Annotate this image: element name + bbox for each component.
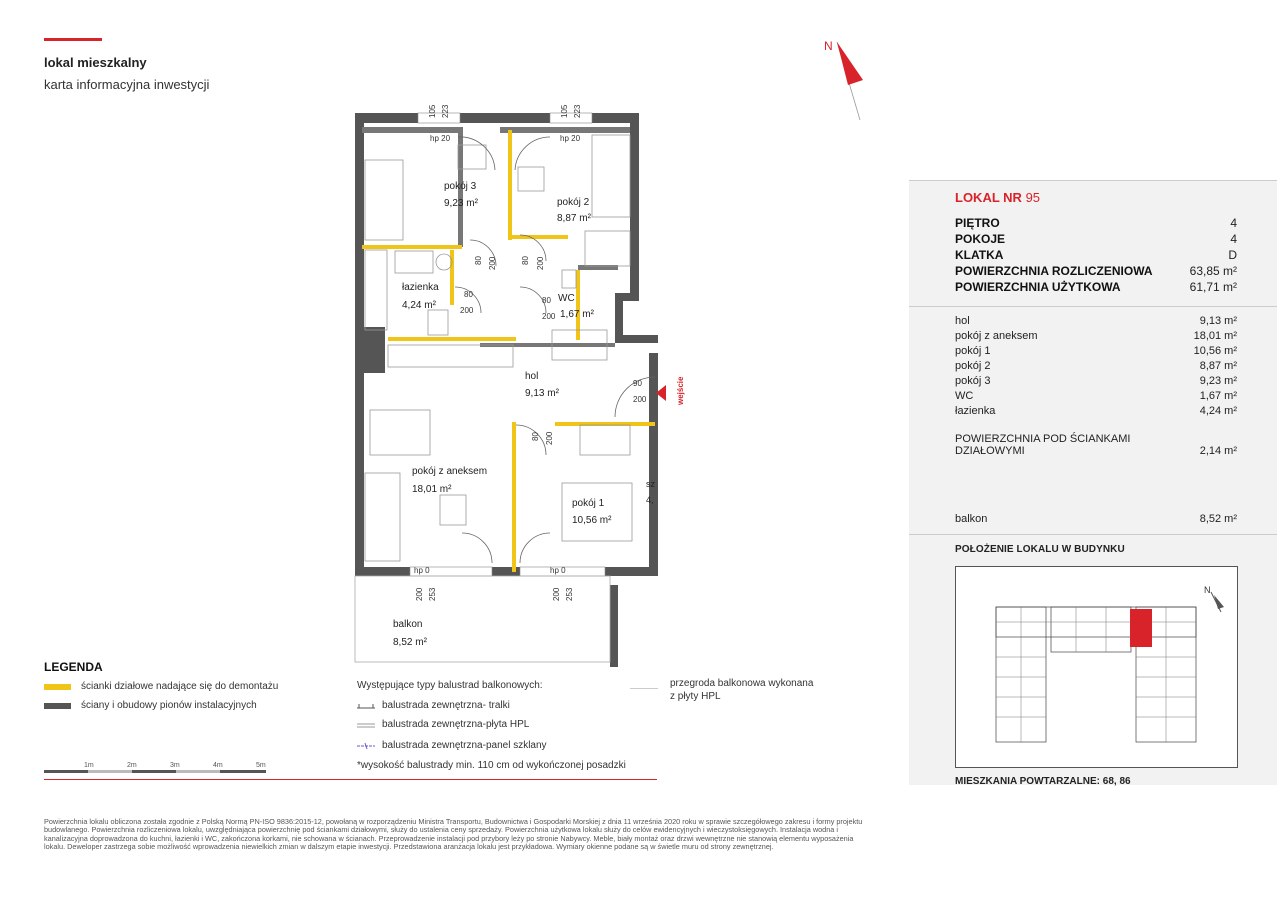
dim-label: hp 0 — [550, 566, 566, 575]
room-row — [955, 389, 1237, 404]
dim-label: 80 — [521, 256, 530, 265]
dim-label: 80 — [542, 296, 551, 305]
room-row-value: 1,67 m² — [1199, 390, 1237, 402]
entrance-label: wejście — [676, 376, 685, 405]
panel-top-strip — [909, 173, 1277, 181]
spec-label: POWIERZCHNIA UŻYTKOWA — [955, 280, 1121, 294]
hpl-panel-icon — [357, 721, 375, 729]
scale-label: 4m — [213, 762, 223, 769]
lokal-number — [955, 190, 1040, 205]
dim-label: 223 — [441, 104, 450, 118]
room-area: 9,23 m² — [444, 198, 478, 209]
dim-label: 200 — [488, 256, 497, 270]
spec-label: PIĘTRO — [955, 216, 1000, 230]
lokal-number-value: 95 — [1025, 190, 1041, 205]
divider — [909, 306, 1277, 307]
room-row-label: hol — [955, 315, 970, 327]
room-row — [955, 359, 1237, 374]
spec-value: 63,85 m² — [1189, 264, 1237, 278]
legend-label: ściany i obudowy pionów instalacyjnych — [81, 700, 257, 711]
compass-label: N — [824, 39, 833, 53]
dim-label: 105 — [428, 104, 437, 118]
room-area: 18,01 m² — [412, 484, 452, 495]
scale-label: 3m — [170, 762, 180, 769]
dim-label: 80 — [531, 432, 540, 441]
page-subtitle: karta informacyjna inwestycji — [44, 77, 210, 92]
tralki-icon — [357, 702, 375, 710]
room-row — [955, 344, 1237, 359]
room-area: 8,87 m² — [557, 213, 591, 224]
room-row-value: 4,24 m² — [1199, 405, 1237, 417]
partitions-section — [955, 433, 1237, 457]
room-area: 1,67 m² — [560, 309, 594, 320]
dim-label: 200 — [536, 256, 545, 270]
hpl-partition-note — [670, 677, 813, 703]
spec-value: 61,71 m² — [1189, 280, 1237, 294]
partitions-label: DZIAŁOWYMI — [955, 445, 1025, 457]
room-row-value: 18,01 m² — [1193, 330, 1237, 342]
hpl-partition-symbol — [630, 688, 658, 689]
balcony-section — [955, 513, 1237, 525]
partitions-value: 2,14 m² — [1199, 445, 1237, 457]
room-area: 10,56 m² — [572, 515, 612, 526]
dim-label: 105 — [560, 104, 569, 118]
dim-label: 223 — [573, 104, 582, 118]
partitions-row — [955, 445, 1237, 457]
dim-label: 200 — [552, 587, 561, 601]
room-label: pokój 2 — [557, 197, 590, 208]
lokal-label: LOKAL NR — [955, 190, 1022, 205]
room-row-value: 10,56 m² — [1193, 345, 1237, 357]
partial-label: sz — [646, 479, 655, 489]
dim-label: 253 — [428, 587, 437, 601]
spec-label: POKOJE — [955, 232, 1006, 246]
grey-swatch — [44, 703, 71, 709]
balustrade-item — [357, 700, 510, 711]
legend-title: LEGENDA — [44, 660, 103, 674]
dim-label: 200 — [460, 306, 474, 315]
spec-row — [955, 215, 1237, 231]
room-label: pokój z aneksem — [412, 466, 488, 477]
room-row-label: pokój 2 — [955, 360, 991, 372]
room-label: pokój 3 — [444, 181, 477, 192]
room-row — [955, 329, 1237, 344]
dim-label: hp 20 — [560, 134, 581, 143]
balustrade-note — [357, 760, 626, 771]
room-label: hol — [525, 371, 539, 382]
compass-icon — [815, 30, 875, 125]
room-row-label: WC — [955, 390, 974, 402]
yellow-swatch — [44, 684, 71, 690]
room-row-label: pokój z aneksem — [955, 330, 1038, 342]
building-location-map — [955, 566, 1238, 768]
room-row-value: 8,87 m² — [1199, 360, 1237, 372]
spec-value: 4 — [1230, 232, 1237, 246]
dim-label: 253 — [565, 587, 574, 601]
hpl-note-line: z płyty HPL — [670, 691, 721, 702]
spec-row — [955, 247, 1237, 263]
room-label: łazienka — [402, 282, 439, 293]
room-row-label: łazienka — [955, 405, 996, 417]
red-divider — [44, 779, 657, 780]
scale-label: 1m — [84, 762, 94, 769]
room-label: pokój 1 — [572, 498, 605, 509]
partial-label: 4, — [646, 495, 654, 505]
room-area: 8,52 m² — [393, 637, 427, 648]
divider — [909, 534, 1277, 535]
room-area: 4,24 m² — [402, 300, 436, 311]
balustrade-label: balustrada zewnętrzna- tralki — [382, 700, 510, 711]
floor-plan — [340, 104, 685, 675]
room-row-value: 9,13 m² — [1199, 315, 1237, 327]
dim-label: 80 — [464, 290, 473, 299]
balustrade-note-text: *wysokość balustrady min. 110 cm od wykończonej posadzki — [357, 760, 626, 771]
dim-label: 80 — [474, 256, 483, 265]
balcony-value: 8,52 m² — [1199, 513, 1237, 525]
page-title: lokal mieszkalny — [44, 55, 147, 70]
room-row — [955, 314, 1237, 329]
dim-label: 200 — [545, 431, 554, 445]
spec-row — [955, 279, 1237, 295]
dim-label: hp 20 — [430, 134, 451, 143]
spec-row — [955, 231, 1237, 247]
balustrade-item — [357, 740, 547, 751]
room-row — [955, 404, 1237, 419]
repeating-units: MIESZKANIA POWTARZALNE: 68, 86 — [955, 776, 1131, 787]
brand-red-bar — [44, 38, 102, 41]
dim-label: 90 — [633, 379, 642, 388]
scale-label: 5m — [256, 762, 266, 769]
hpl-note-line: przegroda balkonowa wykonana — [670, 678, 814, 689]
balustrade-label: balustrada zewnętrzna-panel szklany — [382, 740, 547, 751]
mini-compass-label: N — [1204, 585, 1211, 595]
legend-item-grey — [44, 700, 257, 711]
spec-value: 4 — [1230, 216, 1237, 230]
room-row-label: pokój 1 — [955, 345, 991, 357]
spec-label: KLATKA — [955, 248, 1004, 262]
spec-list — [955, 215, 1237, 295]
balcony-label: balkon — [955, 513, 988, 525]
spec-row — [955, 263, 1237, 279]
room-list — [955, 314, 1237, 419]
balustrades-title: Występujące typy balustrad balkonowych: — [357, 680, 543, 691]
dim-label: 200 — [542, 312, 556, 321]
room-label: balkon — [393, 619, 423, 630]
room-row-value: 9,23 m² — [1199, 375, 1237, 387]
spec-value: D — [1228, 248, 1237, 262]
dim-label: hp 0 — [414, 566, 430, 575]
room-row-label: pokój 3 — [955, 375, 991, 387]
scale-bar — [44, 758, 274, 778]
room-area: 9,13 m² — [525, 388, 559, 399]
room-label: WC — [558, 293, 575, 304]
dim-label: 200 — [633, 395, 647, 404]
legend-item-yellow — [44, 681, 278, 692]
legal-footnote: Powierzchnia lokalu obliczona została zgodnie z Polską Normą PN-ISO 9836:2015-12, powołaną w rozporządzeniu Ministra Transportu, Budownictwa i Gospodarki Morskiej z dnia 11 września 2020 roku w sprawie szczegółowego zakresu i formy projektu budowlanego. Powierzchnia rozliczeniowa lokalu, uwzględniająca powierzchnię pod ściankami działowymi, służy do ustalenia ceny sprzedaży. Powierzchnia użytkowa lokalu służy do celów ewidencyjnych i wieczystoksięgowych. Instalacja wodna i kanalizacyjna doprowadzona do kuchni, łazienki i WC, zakończona korkami, nie schowana w ścianach. Przeprowadzenie instalacji pod przybory leży po stronie Nabywcy. Meble, biały montaż oraz drzwi wewnętrzne nie stanowią elementu wyposażenia lokalu. Deweloper zastrzega sobie możliwość wprowadzenia niewielkich zmian w dalszym etapie inwestycji. Przedstawiona aranżacja lokalu jest przykładowa. Wymiary okienne podane są w świetle muru od strony zewnętrznej. — [44, 817, 863, 852]
room-row — [955, 374, 1237, 389]
scale-label: 2m — [127, 762, 137, 769]
balcony-row — [955, 513, 1237, 525]
building-plan-image — [956, 567, 1237, 767]
glass-panel-icon — [357, 742, 375, 750]
highlighted-unit — [1130, 609, 1152, 647]
balustrade-item — [357, 719, 529, 730]
dim-label: 200 — [415, 587, 424, 601]
legend-label: ścianki działowe nadające się do demontażu — [81, 681, 279, 692]
partitions-label: POWIERZCHNIA POD ŚCIANKAMI — [955, 433, 1131, 445]
spec-label: POWIERZCHNIA ROZLICZENIOWA — [955, 264, 1153, 278]
location-title: POŁOŻENIE LOKALU W BUDYNKU — [955, 544, 1125, 555]
balustrade-label: balustrada zewnętrzna-płyta HPL — [382, 719, 530, 730]
